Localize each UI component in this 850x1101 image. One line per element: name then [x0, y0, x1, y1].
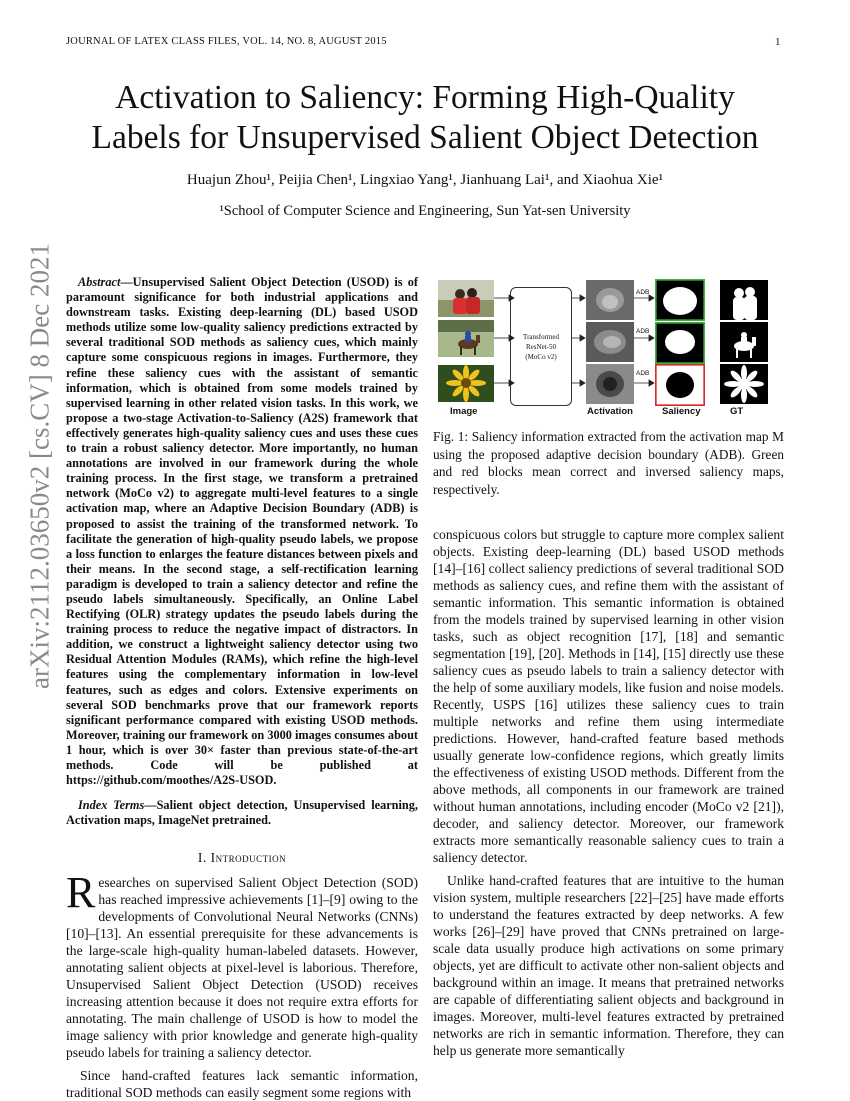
drop-cap: R	[66, 868, 96, 918]
label-image: Image	[450, 406, 478, 417]
activation-map-1	[586, 280, 634, 320]
label-saliency: Saliency	[662, 406, 701, 417]
author-list: Huajun Zhou¹, Peijia Chen¹, Lingxiao Yang¹, Jianhuang Lai¹, and Xiaohua Xie¹	[186, 172, 664, 188]
model-line-3: (MoCo v2)	[525, 352, 557, 361]
saliency-map-2	[655, 322, 705, 364]
label-gt: GT	[730, 406, 744, 417]
right-paragraph-1: conspicuous colors but struggle to capture more complex salient objects. Existing deep-learning (DL) based USOD methods [14]–[16] collect saliency predictions of several traditional SOD methods as saliency cues, and refine them with the assistant of semantic information. This semantic information is obtained from the models trained by supervised learning in other vision tasks, such as object recognition [17], [18] and semantic segmentation [19], [20]. Methods in [14], [15] directly use these saliency cues as pseudo labels to train a saliency detector with the help of some auxiliary models, like fusion and noise models. Recently, USPS [16] utilizes these saliency cues to train multiple networks and refine them using intermediate predictions. However, hand-crafted feature based methods usually generate low-confidence regions, which greatly limits the effectiveness of existing USOD methods. Different from the above methods, all components in our framework are trained without human annotations, including encoder (MoCo v2 [21]), decoder, and saliency detector. Moreover, our framework extracts more semantically reasonable saliency cues to train a saliency detector.	[433, 527, 784, 865]
adb-label-1: ADB	[636, 289, 650, 296]
intro-paragraph-1-text: esearches on supervised Salient Object Detection (SOD) has reached impressive achievements [1]–[9] owing to the developments of Convolutional Neural Networks (CNNs) [10]–[13]. An essential prerequisite for these advancements is the large-scale high-quality human-labeled datasets. However, annotating salient objects at pixel-level is laborious. Therefore, Unsupervised Salient Object Detection (USOD) receives increasing attention because it does not require extra efforts for annotating. The main challenge of USOD is how to model the image saliency with prior knowledge and generate high-quality pseudo labels for training a saliency detector.	[66, 875, 418, 1061]
section-heading	[66, 850, 418, 866]
label-activation: Activation	[587, 406, 633, 417]
page-number: 1	[775, 36, 781, 48]
model-line-2: ResNet-50	[526, 342, 556, 351]
index-terms-text: —Salient object detection, Unsupervised learning, Activation maps, ImageNet pretrained.	[66, 798, 418, 828]
arxiv-stamp[interactable]: arXiv:2112.03650v2 [cs.CV] 8 Dec 2021	[24, 243, 55, 689]
image-couple	[438, 280, 494, 317]
right-column	[433, 526, 784, 1059]
running-header: JOURNAL OF LATEX CLASS FILES, VOL. 14, NO. 8, AUGUST 2015	[66, 36, 387, 47]
saliency-map-1	[655, 279, 705, 321]
index-terms	[66, 798, 418, 828]
affiliation: ¹School of Computer Science and Engineering, Sun Yat-sen University	[219, 203, 631, 219]
gt-map-2	[720, 322, 768, 362]
activation-map-3	[586, 364, 634, 404]
adb-label-2: ADB	[636, 328, 650, 335]
left-column	[66, 275, 418, 1101]
activation-map-2	[586, 322, 634, 362]
figure-caption	[433, 428, 784, 498]
adb-label-3: ADB	[636, 370, 650, 377]
index-terms-label: Index Terms	[78, 798, 145, 813]
caption-text: Saliency information extracted from the activation map M using the proposed adaptive decision boundary (ADB). Green and red blocks mean correct and inversed saliency maps, respectively.	[433, 429, 784, 497]
section-title: Introduction	[210, 850, 287, 866]
intro-paragraph-2: Since hand-crafted features lack semantic information, traditional SOD methods can easily segment some regions with	[66, 1068, 418, 1101]
paper-title	[60, 78, 790, 158]
title-line-2: Labels for Unsupervised Salient Object Detection	[91, 119, 759, 156]
saliency-map-3	[655, 364, 705, 406]
abstract-text: —Unsupervised Salient Object Detection (USOD) is of paramount significance for both industrial applications and downstream tasks. Existing deep-learning (DL) based USOD methods utilize some low-quality saliency predictions extracted by several traditional SOD methods as saliency cues, which mainly capture some conspicuous regions in images. Furthermore, they refine these saliency cues with the assistant of semantic information, which is obtained from some models trained by supervised learning in other related vision tasks. In this work, we propose a two-stage Activation-to-Saliency (A2S) framework that effectively generates high-quality saliency cues and uses these cues to train a robust saliency detector. More importantly, no human annotations are involved in our framework during the whole training process. In the first stage, we transform a pretrained network (MoCo v2) to aggregate multi-level features to a single activation map, where an Adaptive Decision Boundary (ADB) is proposed to assist the training of the transformed network. To facilitate the generation of high-quality pseudo labels, we propose a loss function to enlarges the feature distances between pixels and their means. In the second stage, a self-rectification learning paradigm is developed to train a saliency detector and refine the pseudo labels simultaneously. Specifically, an Online Label Rectifying (OLR) strategy updates the pseudo labels during the training process to reduce the negative impact of distractors. In addition, we construct a lightweight saliency detector using two Residual Attention Modules (RAMs), which refine the high-level features using the complementary information in low-level features, such as edges and colors. Extensive experiments on several SOD benchmarks prove that our framework reports significant performance compared with existing USOD methods. Moreover, training our framework on 3000 images consumes about 1 hour, which is over 30× faster than previous state-of-the-art methods. Code will be published at https://github.com/moothes/A2S-USOD.	[66, 275, 418, 788]
figure-arrows	[494, 280, 664, 405]
model-line-1: Transformed	[523, 332, 559, 341]
abstract-label: Abstract	[78, 275, 121, 289]
title-line-1: Activation to Saliency: Forming High-Quality	[115, 79, 735, 116]
abstract	[66, 275, 418, 788]
gt-map-3	[720, 364, 768, 404]
image-horse	[438, 320, 494, 357]
image-flower	[438, 365, 494, 402]
right-paragraph-2: Unlike hand-crafted features that are intuitive to the human vision system, multiple researchers [22]–[25] have made efforts to understand the features extracted by deep networks. A few works [26]–[29] have proved that CNNs pretrained on large-scale data usually produce high activations on some primary objects, yet are difficult to activate other non-salient objects and background within an image. It means that pretrained networks are capable of differentiating salient objects and background in images. Moreover, multi-level features extracted by pretrained networks are rich in semantic information. Therefore, they can help us generate more semantically	[433, 873, 784, 1058]
caption-label: Fig. 1:	[433, 429, 469, 444]
gt-map-1	[720, 280, 768, 320]
intro-paragraph-1	[66, 868, 418, 1061]
section-number: I.	[197, 850, 207, 866]
